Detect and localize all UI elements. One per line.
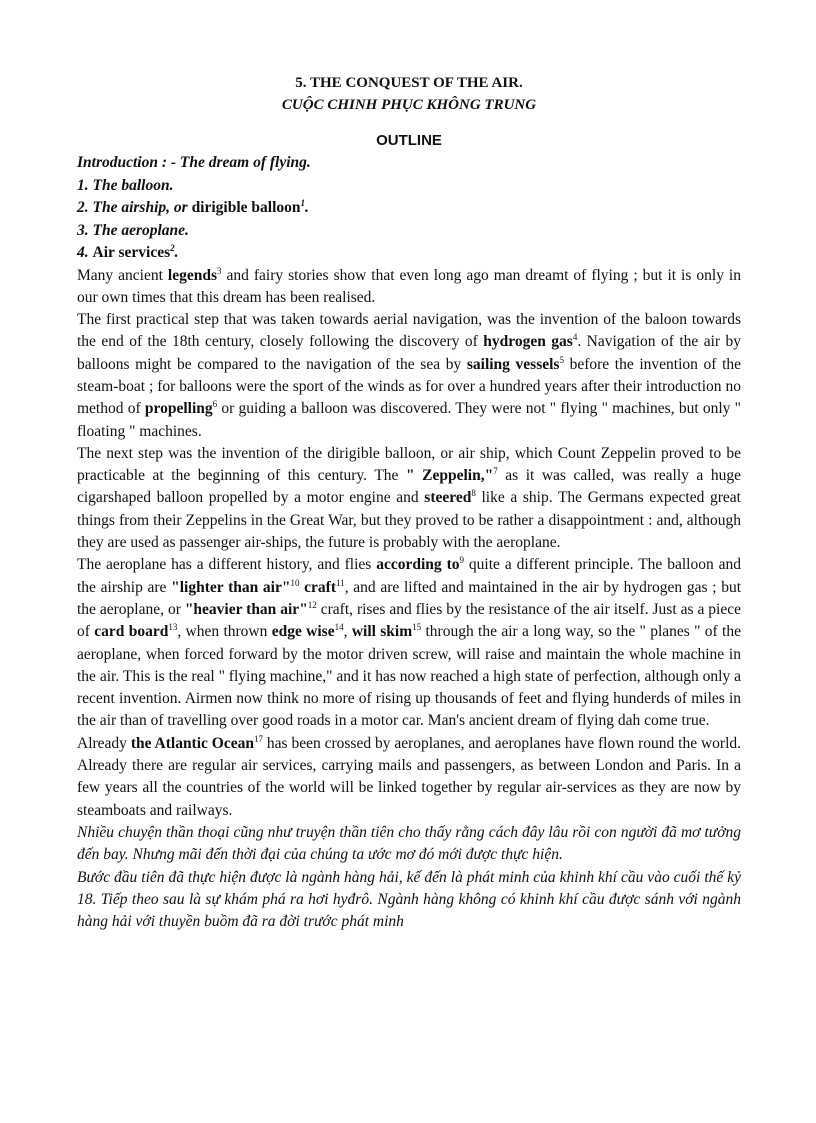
footnote-ref-2: 2	[170, 242, 175, 253]
paragraph-atlantic	[77, 733, 741, 822]
translation-paragraph-2: Bước đầu tiên đã thực hiện được là ngành hàng hải, kế đến là phát minh của khinh khí cầu vào cuối thế kỷ 18. Tiếp theo sau là sự khám phá ra hơi hyđrô. Ngành hàng không có khinh khí cầu được sánh với ngành hàng hải với thuyền buồm đã ra đời trước phát minh	[77, 868, 741, 931]
footnote-ref: 3	[217, 265, 222, 276]
text-run: through the air a long way, so the " planes " of the aeroplane, when forced forward by the motor driven screw, will raise and maintain the whole machine in the air. This is the real " flying machine," and it has now reached a high state of perfection, although only a recent invention. Airmen now think no more of rising up thousands of feet and flying hunderds of miles in the air than of travelling over good roads in a motor car. Man's ancient dream of flying dah come true.	[77, 623, 741, 730]
text-run: ,	[343, 623, 352, 641]
text-run: craft, rises and flies by the resistance of the air itself. Just as a piece of	[77, 600, 741, 641]
text-run: and fairy stories show that even long ago man dreamt of flying ; but it is only in our own times that this dream has been realised.	[77, 266, 741, 306]
text-run: or guiding a balloon was discovered. They were not " flying " machines, but only " floating " machines.	[77, 400, 741, 440]
text-run: quite a different principle. The balloon and the airship are	[77, 556, 741, 596]
paragraph-aeroplane	[77, 554, 741, 732]
footnote-ref-1: 1	[300, 197, 306, 208]
footnote-ref: 4	[572, 332, 578, 343]
vocab-term: will skim	[351, 623, 413, 641]
outline-intro: Introduction : - The dream of flying.	[77, 154, 311, 171]
footnote-ref: 15	[412, 622, 422, 633]
outline-item-4-num: 4.	[77, 244, 93, 261]
vocab-term: craft	[304, 578, 337, 596]
vocab-term: propelling	[144, 400, 213, 418]
vocab-term: "lighter than air"	[171, 578, 291, 596]
text-run: , when thrown	[177, 623, 272, 641]
footnote-ref: 11	[336, 577, 345, 588]
outline-item-2-term: dirigible balloon	[191, 199, 301, 216]
vocab-term: according to	[376, 556, 460, 574]
outline-item-2-text: 2. The airship, or	[77, 199, 192, 216]
document-page	[77, 70, 741, 933]
text-run: as it was called, was really a huge cigarshaped balloon propelled by a motor engine and	[77, 467, 741, 507]
outline-item-4-term: Air services	[92, 244, 171, 261]
text-run: like a ship. The Germans expected great things from their Zeppelins in the Great War, but they proved to be rather a disappointment : and, although they are used as passenger air-ships, the future is probably with the aeroplane.	[77, 489, 741, 552]
vocab-term: steered	[424, 489, 472, 507]
chapter-subtitle: CUỘC CHINH PHỤC KHÔNG TRUNG	[281, 97, 537, 113]
vocab-term: sailing vessels	[466, 355, 560, 373]
paragraph-airship	[77, 443, 741, 554]
text-run: The first practical step that was taken towards aerial navigation, was the invention of the baloon towards the end of the 18th century, closely following the discovery of	[77, 311, 741, 351]
footnote-ref: 12	[307, 599, 317, 610]
outline-item-3: 3. The aeroplane.	[77, 221, 189, 239]
text-run: . Navigation of the air by balloons might be compared to the navigation of the sea by	[77, 333, 741, 373]
paragraph-balloon	[77, 309, 741, 443]
paragraph-legends	[77, 265, 741, 310]
vocab-term: "heavier than air"	[184, 600, 308, 618]
translation-paragraph-1: Nhiều chuyện thần thoại cũng như truyện thần tiên cho thấy rằng cách đây lâu rồi con người đã mơ tưởng đến bay. Nhưng mãi đến thời đại của chúng ta ước mơ đó mới được thực hiện.	[77, 823, 741, 864]
text-run: Already	[77, 734, 131, 752]
text-run: Many ancient	[77, 266, 168, 284]
text-run: has been crossed by aeroplanes, and aeroplanes have flown round the world. Already there are regular air services, carrying mails and passengers, as between London and Paris. In a few years all the countries of the world will be linked together by regular air-services as they are now by steamboats and railways.	[77, 734, 742, 819]
outline-item-2: 2. The airship, or dirigible balloon$^1$.	[77, 197, 309, 216]
vocab-term: " Zeppelin,"	[405, 467, 494, 485]
text-run: The aeroplane has a different history, and flies	[77, 556, 377, 574]
footnote-ref: 9	[459, 555, 464, 566]
footnote-ref: 17	[254, 733, 263, 744]
outline-list	[77, 152, 741, 265]
text-run: before the invention of the steam-boat ; for balloons were the sport of the winds as for over a hundred years after their introduction no method of	[77, 355, 741, 418]
vocab-term: legends	[167, 266, 217, 284]
text-run: , and are lifted and maintained in the air by hydrogen gas ; but the aeroplane, or	[77, 578, 742, 618]
chapter-title: 5. THE CONQUEST OF THE AIR.	[295, 75, 523, 91]
footnote-ref: 8	[471, 488, 476, 499]
footnote-ref: 10	[290, 577, 300, 588]
footnote-ref: 13	[168, 622, 178, 633]
outline-heading: OUTLINE	[376, 132, 442, 149]
outline-item-4: 4. Air services$^2$.	[77, 242, 179, 261]
vocab-term: hydrogen gas	[483, 333, 573, 351]
vocab-term: edge wise	[271, 623, 335, 641]
text-run: The next step was the invention of the dirigible balloon, or air ship, which Count Zeppelin proved to be practicable at the beginning of this century. The	[77, 444, 741, 485]
footnote-ref: 7	[493, 466, 498, 477]
footnote-ref: 6	[212, 399, 218, 410]
footnote-ref: 5	[559, 354, 564, 365]
footnote-ref: 14	[334, 622, 344, 633]
outline-item-1: 1. The balloon.	[77, 176, 174, 194]
vocab-term: card board	[94, 623, 169, 641]
vocab-term: the Atlantic Ocean	[130, 734, 254, 752]
